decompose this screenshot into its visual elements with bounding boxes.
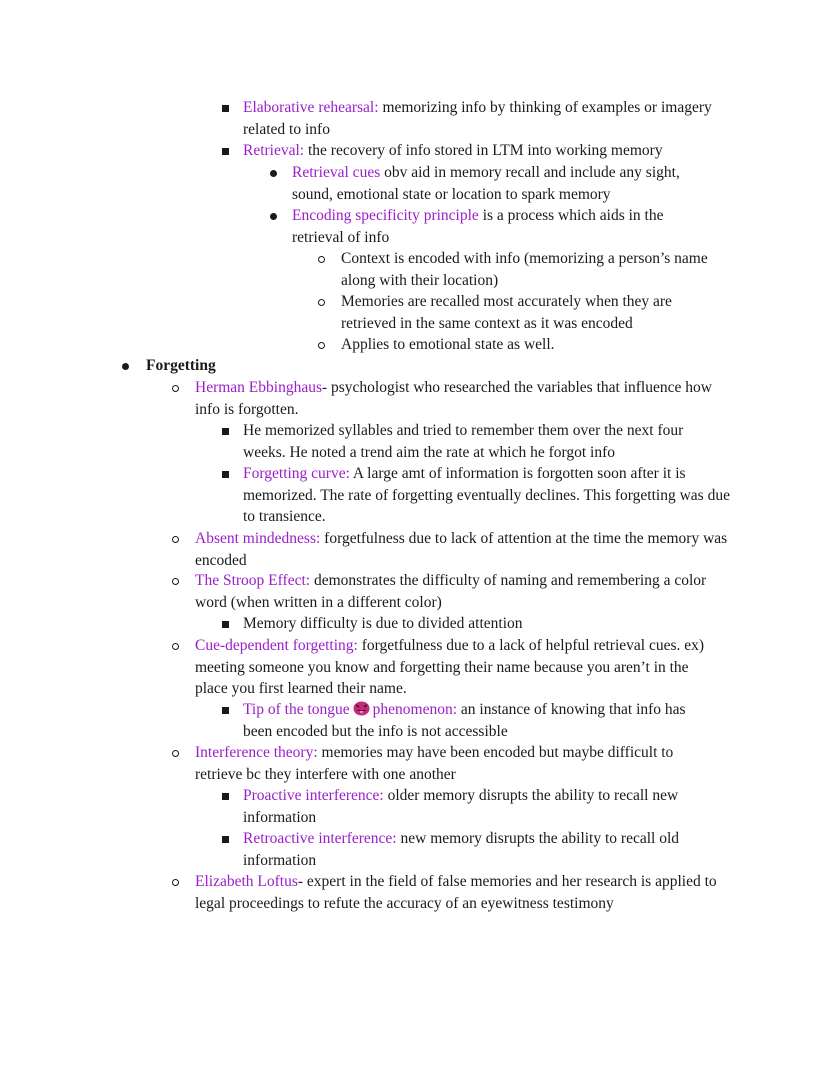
- list-item-encoding-specificity: [292, 205, 717, 248]
- term-loftus: Elizabeth Loftus: [195, 873, 298, 890]
- square-bullet-icon: [222, 105, 229, 112]
- list-item-retrieval-cues: [292, 162, 717, 205]
- square-bullet-icon: [222, 836, 229, 843]
- definition-text: an instance of knowing that info has been encoded but the info is not accessible: [243, 701, 686, 740]
- circle-bullet-icon: [172, 578, 179, 585]
- list-item-stroop-effect: [195, 570, 735, 613]
- square-bullet-icon: [222, 428, 229, 435]
- circle-bullet-icon: [172, 536, 179, 543]
- definition-text: new memory disrupts the ability to recall old information: [243, 830, 680, 869]
- definition-text: memorizing info by thinking of examples or imagery related to info: [243, 99, 712, 138]
- dot-bullet-icon: [270, 170, 277, 177]
- list-item-text: Memory difficulty is due to divided attention: [243, 615, 523, 632]
- term-interference-theory: Interference theory:: [195, 744, 318, 761]
- list-item-proactive: [243, 785, 713, 828]
- term-cue-dependent: Cue-dependent forgetting:: [195, 637, 358, 654]
- term-phenomenon: phenomenon:: [372, 701, 458, 718]
- list-item-memories-recalled: [341, 291, 711, 334]
- term-elaborative-rehearsal: Elaborative rehearsal:: [243, 99, 379, 116]
- term-stroop-effect: The Stroop Effect:: [195, 572, 311, 589]
- list-item-text: Applies to emotional state as well.: [341, 336, 555, 353]
- list-item-interference-theory: [195, 742, 715, 785]
- definition-text: forgetfulness due to lack of attention at the time the memory was encoded: [195, 530, 728, 569]
- list-item-ebbinghaus: [195, 377, 720, 420]
- circle-bullet-icon: [172, 879, 179, 886]
- list-item-divided-attention: [243, 613, 713, 635]
- term-retrieval-cues: Retrieval cues: [292, 164, 381, 181]
- list-item-loftus: [195, 871, 735, 914]
- circle-bullet-icon: [172, 750, 179, 757]
- definition-text: - psychologist who researched the variables that influence how info is forgotten.: [195, 379, 712, 418]
- definition-text: A large amt of information is forgotten soon after it is memorized. The rate of forgetting eventually declines. This forgetting was due to transience.: [243, 465, 730, 525]
- definition-text: - expert in the field of false memories and her research is applied to legal proceedings to refute the accuracy of an eyewitness testimony: [195, 873, 717, 912]
- term-encoding-specificity: Encoding specificity principle: [292, 207, 479, 224]
- list-item-tip-of-tongue: [243, 699, 718, 742]
- list-item-applies: [341, 334, 721, 356]
- dot-bullet-icon: [122, 363, 129, 370]
- list-item-text: Memories are recalled most accurately when they are retrieved in the same context as it was encoded: [341, 293, 672, 332]
- circle-bullet-icon: [172, 643, 179, 650]
- term-absent-mindedness: Absent mindedness:: [195, 530, 321, 547]
- circle-bullet-icon: [318, 256, 325, 263]
- definition-text: forgetfulness due to a lack of helpful retrieval cues. ex) meeting someone you know and forgetting their name because you aren’t in the place you first learned their name.: [195, 637, 705, 697]
- term-ebbinghaus: Herman Ebbinghaus: [195, 379, 322, 396]
- term-retrieval: Retrieval:: [243, 142, 305, 159]
- square-bullet-icon: [222, 471, 229, 478]
- list-item-syllables: [243, 420, 713, 463]
- definition-text: is a process which aids in the retrieval of info: [292, 207, 664, 246]
- square-bullet-icon: [222, 621, 229, 628]
- definition-text: memories may have been encoded but maybe difficult to retrieve bc they interfere with one another: [195, 744, 674, 783]
- circle-bullet-icon: [172, 385, 179, 392]
- list-item-retrieval: [243, 140, 723, 162]
- list-item-cue-dependent: [195, 635, 725, 700]
- term-proactive: Proactive interference:: [243, 787, 384, 804]
- square-bullet-icon: [222, 707, 229, 714]
- list-item-text: Context is encoded with info (memorizing a person’s name along with their location): [341, 250, 708, 289]
- circle-bullet-icon: [318, 342, 325, 349]
- term-forgetting-curve: Forgetting curve:: [243, 465, 350, 482]
- circle-bullet-icon: [318, 299, 325, 306]
- tongue-face-icon: [353, 701, 370, 716]
- list-item-absent-mindedness: [195, 528, 730, 571]
- list-item-context: [341, 248, 736, 291]
- term-retroactive: Retroactive interference:: [243, 830, 397, 847]
- definition-text: older memory disrupts the ability to recall new information: [243, 787, 679, 826]
- list-item-text: He memorized syllables and tried to remember them over the next four weeks. He noted a trend aim the rate at which he forgot info: [243, 422, 684, 461]
- definition-text: the recovery of info stored in LTM into working memory: [304, 142, 663, 159]
- square-bullet-icon: [222, 148, 229, 155]
- section-heading: Forgetting: [146, 357, 216, 374]
- list-item-forgetting-curve: [243, 463, 733, 528]
- dot-bullet-icon: [270, 213, 277, 220]
- definition-text: obv aid in memory recall and include any sight, sound, emotional state or location to spark memory: [292, 164, 680, 203]
- term-tip-of-tongue: Tip of the tongue: [243, 701, 350, 718]
- list-item-elaborative-rehearsal: [243, 97, 713, 140]
- section-forgetting: [146, 355, 446, 377]
- list-item-retroactive: [243, 828, 713, 871]
- definition-text: demonstrates the difficulty of naming and remembering a color word (when written in a different color): [195, 572, 707, 611]
- square-bullet-icon: [222, 793, 229, 800]
